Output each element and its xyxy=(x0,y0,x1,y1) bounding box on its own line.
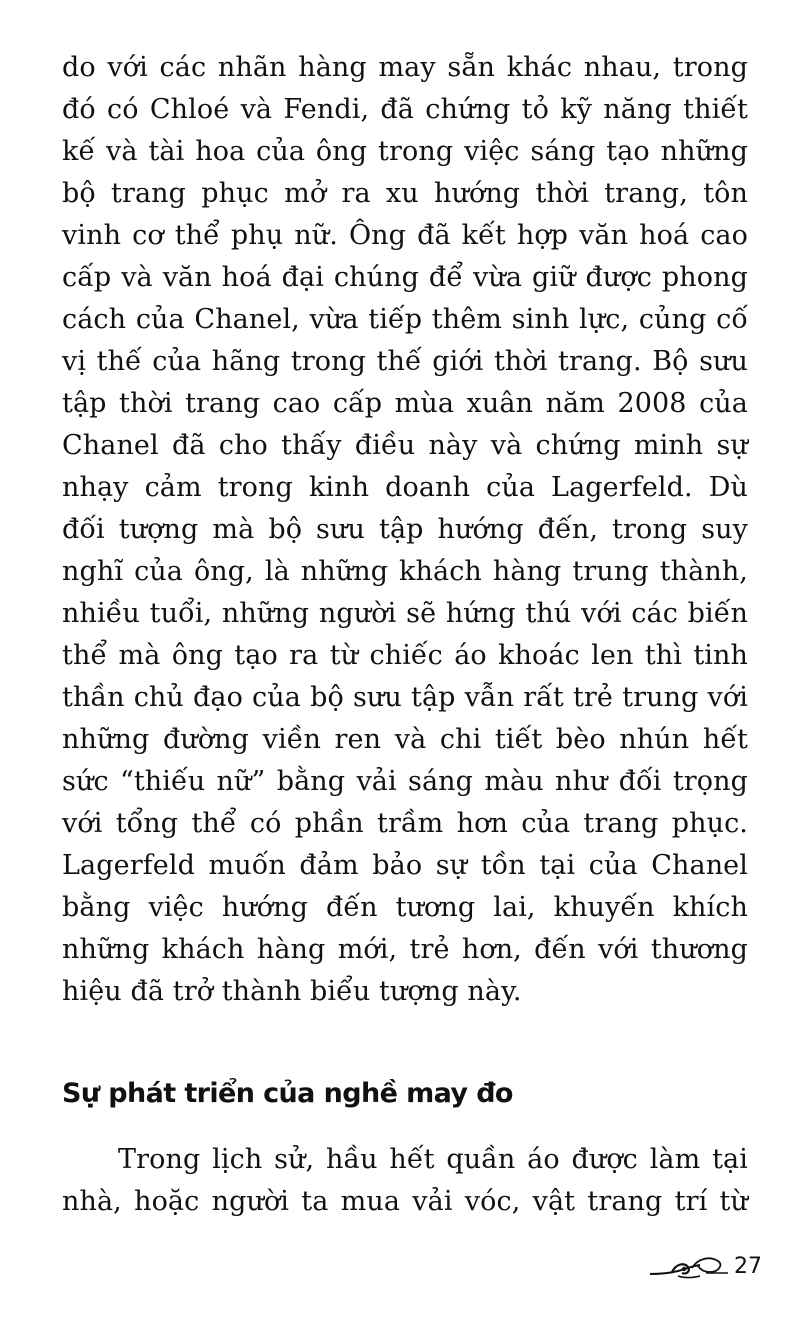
text-line: vinh cơ thể phụ nữ. Ông đã kết hợp văn hoá cao xyxy=(62,220,748,251)
text-line: nhà, hoặc người ta mua vải vóc, vật trang trí từ xyxy=(62,1186,748,1217)
text-line: bằng việc hướng đến tương lai, khuyến khích xyxy=(62,892,748,923)
text-line: cách của Chanel, vừa tiếp thêm sinh lực, củng cố xyxy=(62,304,748,335)
text-line: Lagerfeld muốn đảm bảo sự tồn tại của Chanel xyxy=(62,850,748,881)
text-line: cấp và văn hoá đại chúng để vừa giữ được phong xyxy=(62,262,748,293)
text-line: tập thời trang cao cấp mùa xuân năm 2008 của xyxy=(62,388,748,419)
text-line: sức “thiếu nữ” bằng vải sáng màu như đối trọng xyxy=(62,766,748,797)
text-line: nhạy cảm trong kinh doanh của Lagerfeld. Dù xyxy=(62,472,748,503)
text-line: vị thế của hãng trong thế giới thời trang. Bộ sưu xyxy=(62,346,748,377)
text-line: bộ trang phục mở ra xu hướng thời trang, tôn xyxy=(62,178,748,209)
text-line: đối tượng mà bộ sưu tập hướng đến, trong suy xyxy=(62,514,748,545)
text-line: nghĩ của ông, là những khách hàng trung thành, xyxy=(62,556,748,587)
text-line: thể mà ông tạo ra từ chiếc áo khoác len thì tinh xyxy=(62,640,748,671)
text-line: những khách hàng mới, trẻ hơn, đến với thương xyxy=(62,934,748,965)
text-line: nhiều tuổi, những người sẽ hứng thú với các biến xyxy=(62,598,748,629)
text-line: hiệu đã trở thành biểu tượng này. xyxy=(62,976,522,1007)
swirl-ornament-icon xyxy=(648,1252,730,1282)
section-heading: Sự phát triển của nghề may đo xyxy=(62,1078,513,1109)
text-line: đó có Chloé và Fendi, đã chứng tỏ kỹ năng thiết xyxy=(62,94,748,125)
text-line: kế và tài hoa của ông trong việc sáng tạo những xyxy=(62,136,748,167)
text-line: những đường viền ren và chi tiết bèo nhún hết xyxy=(62,724,748,755)
text-line: thần chủ đạo của bộ sưu tập vẫn rất trẻ trung với xyxy=(62,682,748,713)
text-line: với tổng thể có phần trầm hơn của trang phục. xyxy=(62,808,748,839)
page-footer xyxy=(648,1252,762,1282)
text-line: do với các nhãn hàng may sẵn khác nhau, trong xyxy=(62,52,748,83)
text-line: Chanel đã cho thấy điều này và chứng minh sự xyxy=(62,430,748,461)
page-number: 27 xyxy=(734,1254,762,1279)
text-line: Trong lịch sử, hầu hết quần áo được làm tại xyxy=(118,1144,748,1175)
